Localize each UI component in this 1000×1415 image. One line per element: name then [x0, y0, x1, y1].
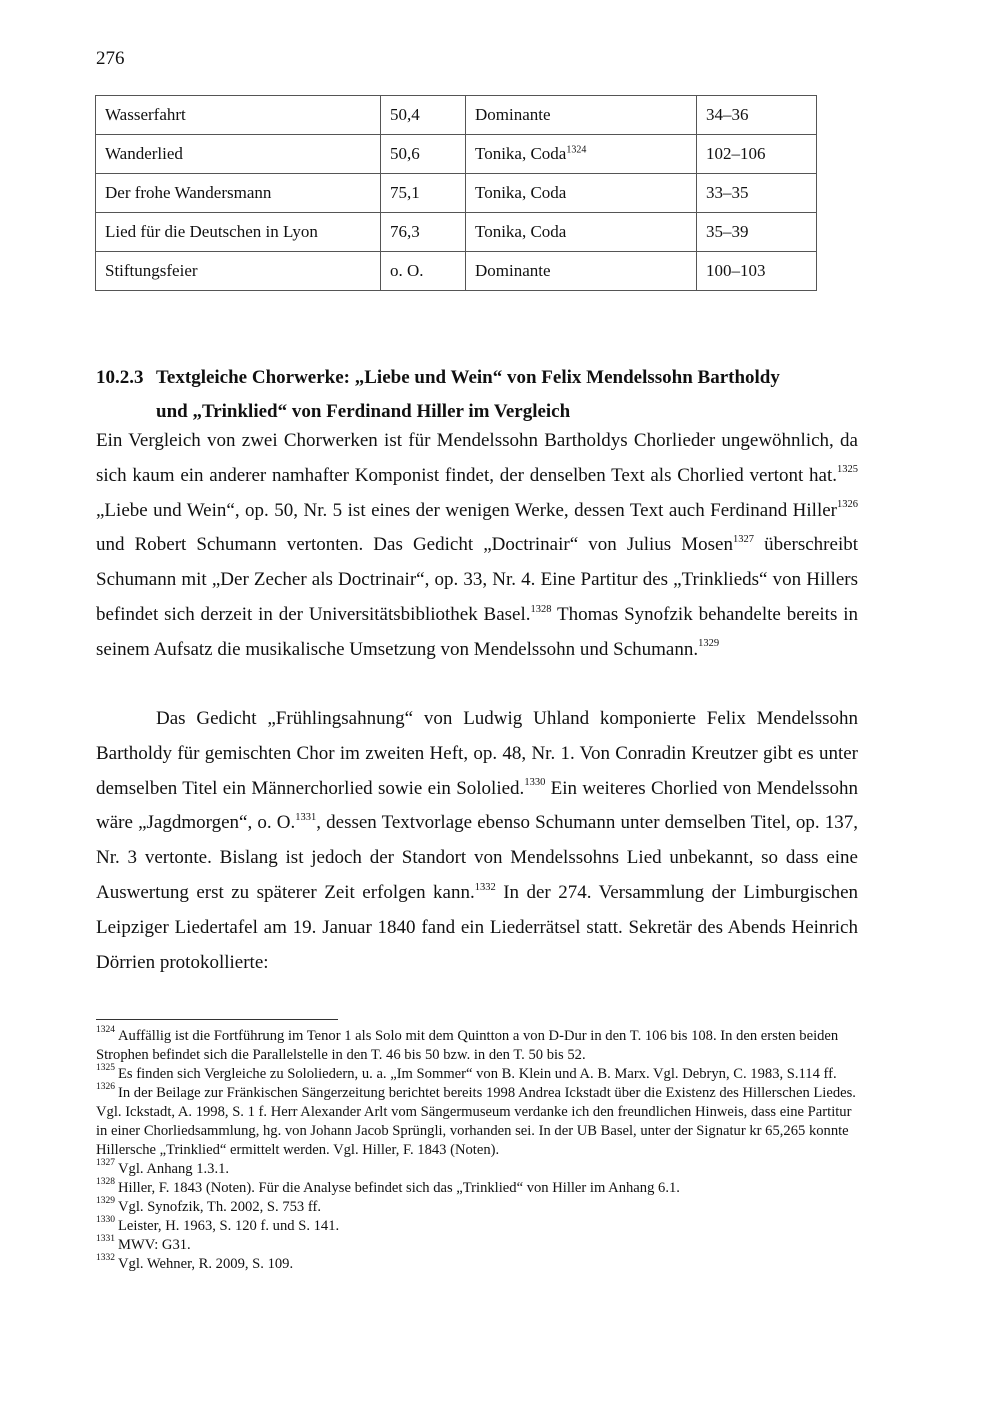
footnote-number: 1325 [96, 1063, 115, 1074]
table-cell-title: Der frohe Wandersmann [96, 174, 381, 213]
table-cell-section: Tonika, Coda [466, 174, 697, 213]
footnote-ref[interactable]: 1331 [295, 812, 317, 824]
section-title-line-2: und „Trinklied“ von Ferdinand Hiller im Vergleich [156, 401, 571, 422]
table-row [96, 252, 817, 291]
footnote-text: Vgl. Wehner, R. 2009, S. 109. [118, 1256, 294, 1272]
footnote-text: Vgl. Anhang 1.3.1. [118, 1161, 230, 1177]
footnote-text: Es finden sich Vergleiche zu Sololiedern, u. a. „Im Sommer“ von B. Klein und A. B. Marx. Vgl. Debryn, C. 1983, S.114 ff. [118, 1066, 837, 1082]
table-row [96, 213, 817, 252]
footnote [96, 1236, 858, 1255]
heading-line-1 [96, 361, 856, 395]
body-paragraph: Das Gedicht „Frühlingsahnung“ von Ludwig Uhland komponierte Felix Mendelssohn Bartholdy für gemischten Chor im zweiten Heft, op. 48, Nr. 1. Von Conradin Kreutzer gibt es unter demselben Titel ein Männerchorlied sowie ein Sololied.$^{1330}$ Ein weiteres Chorlied von Mendelssohn wäre „Jagdmorgen“, o. O.$^{1331}$, dessen Textvorlage ebenso Schumann unter demselben Titel, op. 137, Nr. 3 vertonte. Bislang ist jedoch der Standort von Mendelssohns Lied unbekannt, so dass eine Auswertung erst zu späterer Zeit erfolgen kann.$^{1332}$ In der 274. Versammlung der Limburgischen Leipziger Liedertafel am 19. Januar 1840 fand ein Liederrätsel statt. Sekretär des Abends Heinrich Dörrien protokollierte: [96, 708, 858, 973]
footnote-number: 1327 [96, 1158, 115, 1169]
footnote-separator [96, 1019, 338, 1020]
table-cell-opus: 75,1 [381, 174, 466, 213]
table-cell-measures: 35–39 [697, 213, 817, 252]
table-cell-title: Wasserfahrt [96, 96, 381, 135]
table-cell-measures: 33–35 [697, 174, 817, 213]
section-heading [96, 361, 856, 429]
table-cell-opus: o. O. [381, 252, 466, 291]
footnote-number: 1324 [96, 1025, 115, 1036]
footnote-text: In der Beilage zur Fränkischen Sängerzeitung berichtet bereits 1998 Andrea Ickstadt über die Existenz des Hillerschen Liedes. Vgl. Ickstadt, A. 1998, S. 1 f. Herr Alexander Arlt vom Sängermuseum verdanke ich den freundlichen Hinweis, dass eine Partitur in einer Chorliedsammlung, hg. von Johann Jacob Sprüngli, vorhanden sei. In der UB Basel, unter der Signatur kr 65,265 konnte Hillersche „Trinklied“ ermittelt werden. Vgl. Hiller, F. 1843 (Noten). [96, 1085, 856, 1158]
table-row [96, 135, 817, 174]
footnote-ref[interactable]: 1327 [733, 534, 754, 546]
footnote [96, 1027, 858, 1065]
footnote-number: 1330 [96, 1215, 115, 1226]
footnote-ref[interactable]: 1332 [474, 881, 496, 893]
footnote-ref[interactable]: 1329 [698, 638, 720, 650]
footnote [96, 1198, 858, 1217]
footnote-text: Leister, H. 1963, S. 120 f. und S. 141. [118, 1218, 340, 1234]
table-cell-title: Stiftungsfeier [96, 252, 381, 291]
footnote-ref[interactable]: 1330 [524, 777, 546, 789]
footnote-text: Hiller, F. 1843 (Noten). Für die Analyse befindet sich das „Trinklied“ von Hiller im Anhang 6.1. [118, 1180, 680, 1196]
footnote-ref[interactable]: 1325 [837, 464, 858, 476]
footnote-ref[interactable]: 1324 [566, 144, 587, 156]
footnote [96, 1160, 858, 1179]
footnotes [96, 1027, 858, 1274]
table-cell-opus: 50,6 [381, 135, 466, 174]
footnote [96, 1179, 858, 1198]
table-cell-title: Wanderlied [96, 135, 381, 174]
footnote-number: 1328 [96, 1177, 115, 1188]
footnote-text: Auffällig ist die Fortführung im Tenor 1 als Solo mit dem Quintton a von D-Dur in den T. 106 bis 108. In den ersten beiden Strophen befindet sich die Parallelstelle in den T. 46 bis 50 bzw. in den T. 50 bis 52. [96, 1028, 839, 1063]
footnote-number: 1329 [96, 1196, 115, 1207]
footnote-text: MWV: G31. [118, 1237, 191, 1253]
chorlied-table [95, 95, 817, 291]
table-cell-measures: 100–103 [697, 252, 817, 291]
footnote-ref[interactable]: 1326 [837, 499, 858, 511]
page-number: 276 [96, 48, 125, 69]
table-cell-section: Dominante [466, 96, 697, 135]
footnote [96, 1065, 858, 1084]
footnote-number: 1332 [96, 1253, 115, 1264]
table-row [96, 96, 817, 135]
footnote-number: 1331 [96, 1234, 115, 1245]
body-paragraph: Ein Vergleich von zwei Chorwerken ist für Mendelssohn Bartholdys Chorlieder ungewöhnlich, da sich kaum ein anderer namhafter Komponist findet, der denselben Text als Chorlied vertont hat.$^{1325}$ „Liebe und Wein“, op. 50, Nr. 5 ist eines der wenigen Werke, dessen Text auch Ferdinand Hiller$^{1326}$ und Robert Schumann vertonten. Das Gedicht „Doctrinair“ von Julius Mosen$^{1327}$ überschreibt Schumann mit „Der Zecher als Doctrinair“, op. 33, Nr. 4. Eine Partitur des „Trinklieds“ von Hillers befindet sich derzeit in der Universitätsbibliothek Basel.$^{1328}$ Thomas Synofzik behandelte bereits in seinem Aufsatz die musikalische Umsetzung von Mendelssohn und Schumann.$^{1329}$ [96, 430, 859, 660]
table-cell-measures: 102–106 [697, 135, 817, 174]
table-row [96, 174, 817, 213]
table-cell-opus: 76,3 [381, 213, 466, 252]
table-cell-section: Tonika, Coda [466, 213, 697, 252]
section-title-line-1: Textgleiche Chorwerke: „Liebe und Wein“ von Felix Mendelssohn Bartholdy [156, 367, 780, 388]
table-cell-opus: 50,4 [381, 96, 466, 135]
footnote [96, 1255, 858, 1274]
table-cell-section: Tonika, Coda$^{1324}$ [466, 135, 697, 174]
table-cell-section: Dominante [466, 252, 697, 291]
footnote-number: 1326 [96, 1082, 115, 1093]
footnote-ref[interactable]: 1328 [530, 603, 552, 615]
section-number: 10.2.3 [96, 367, 144, 388]
footnote [96, 1217, 858, 1236]
table-cell-title: Lied für die Deutschen in Lyon [96, 213, 381, 252]
table-cell-measures: 34–36 [697, 96, 817, 135]
footnote [96, 1084, 858, 1160]
footnote-text: Vgl. Synofzik, Th. 2002, S. 753 ff. [118, 1199, 321, 1215]
